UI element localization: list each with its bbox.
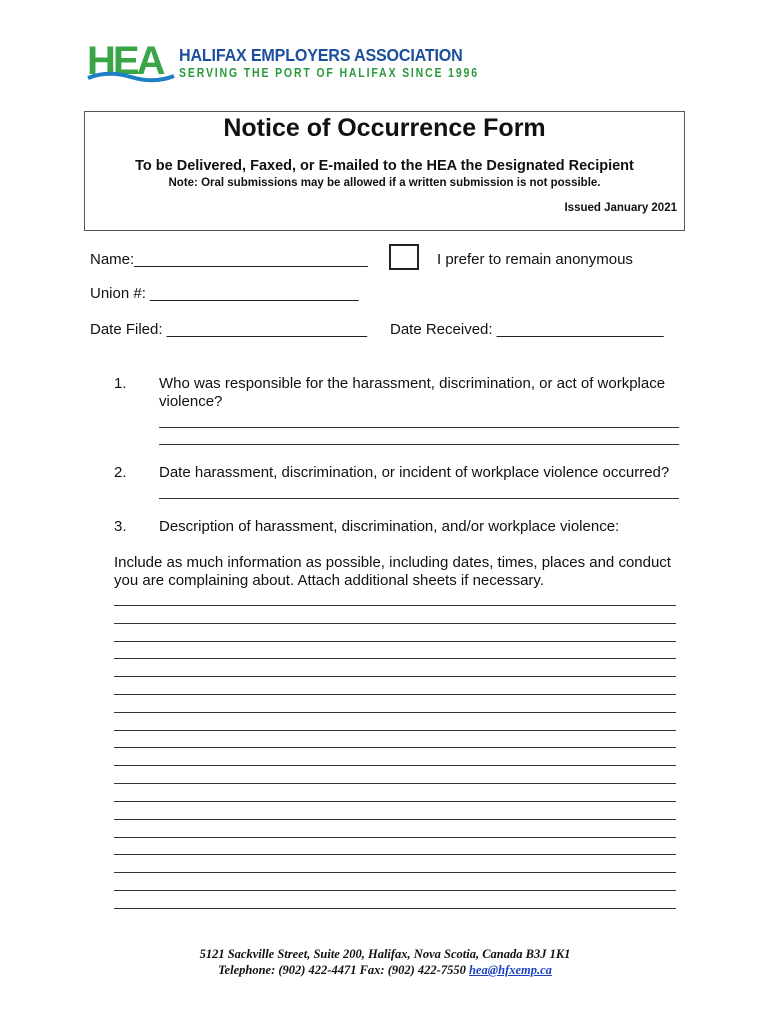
- question-2-number: 2.: [114, 464, 127, 481]
- description-line[interactable]: [114, 694, 676, 695]
- hea-logo: [86, 38, 479, 88]
- description-line[interactable]: [114, 890, 676, 891]
- logo-tagline: SERVING THE PORT OF HALIFAX SINCE 1996: [179, 66, 479, 80]
- description-line[interactable]: [114, 854, 676, 855]
- answer-line[interactable]: [159, 444, 679, 445]
- footer-phone-fax: Telephone: (902) 422-4471 Fax: (902) 422-7550: [218, 963, 466, 977]
- description-line[interactable]: [114, 837, 676, 838]
- description-line[interactable]: [114, 658, 676, 659]
- issued-date: Issued January 2021: [564, 202, 677, 214]
- description-line[interactable]: [114, 730, 676, 731]
- description-line[interactable]: [114, 819, 676, 820]
- date-received-field[interactable]: Date Received: ____________________: [390, 321, 664, 338]
- description-line[interactable]: [114, 623, 676, 624]
- question-1-text: Who was responsible for the harassment, discrimination, or act of workplace violence?: [159, 375, 666, 410]
- form-subtitle: To be Delivered, Faxed, or E-mailed to the HEA the Designated Recipient: [135, 158, 634, 174]
- answer-line[interactable]: [159, 498, 679, 499]
- question-3-text: Description of harassment, discrimination, and/or workplace violence:: [159, 518, 620, 535]
- description-line[interactable]: [114, 765, 676, 766]
- footer-address: 5121 Sackville Street, Suite 200, Halifax, Nova Scotia, Canada B3J 1K1: [199, 947, 571, 961]
- hea-logo-mark: [86, 38, 176, 88]
- union-field[interactable]: Union #: _________________________: [90, 285, 359, 302]
- form-title: Notice of Occurrence Form: [223, 114, 546, 142]
- description-line[interactable]: [114, 747, 676, 748]
- question-2-text: Date harassment, discrimination, or incident of workplace violence occurred?: [159, 464, 670, 481]
- form-note: Note: Oral submissions may be allowed if a written submission is not possible.: [168, 177, 601, 189]
- description-line[interactable]: [114, 676, 676, 677]
- description-line[interactable]: [114, 801, 676, 802]
- anonymous-label: I prefer to remain anonymous: [437, 251, 633, 268]
- description-line[interactable]: [114, 872, 676, 873]
- instructions-text: Include as much information as possible, including dates, times, places and conduct you are complaining about. Attach additional sheets if necessary.: [114, 554, 671, 589]
- footer-email-link[interactable]: hea@hfxemp.ca: [468, 963, 552, 977]
- date-filed-field[interactable]: Date Filed: ________________________: [90, 321, 367, 338]
- description-line[interactable]: [114, 712, 676, 713]
- anonymous-checkbox[interactable]: [389, 244, 419, 270]
- description-line[interactable]: [114, 605, 676, 606]
- question-3-number: 3.: [114, 518, 127, 535]
- name-field[interactable]: Name:____________________________: [90, 251, 368, 268]
- logo-organization-name: HALIFAX EMPLOYERS ASSOCIATION: [179, 45, 463, 65]
- question-1-number: 1.: [114, 375, 127, 392]
- answer-line[interactable]: [159, 427, 679, 428]
- logo-mark-text: HEA: [87, 39, 163, 83]
- footer-contact: [0, 963, 770, 978]
- description-line[interactable]: [114, 641, 676, 642]
- description-line[interactable]: [114, 783, 676, 784]
- form-header-box: [84, 111, 685, 231]
- description-line[interactable]: [114, 908, 676, 909]
